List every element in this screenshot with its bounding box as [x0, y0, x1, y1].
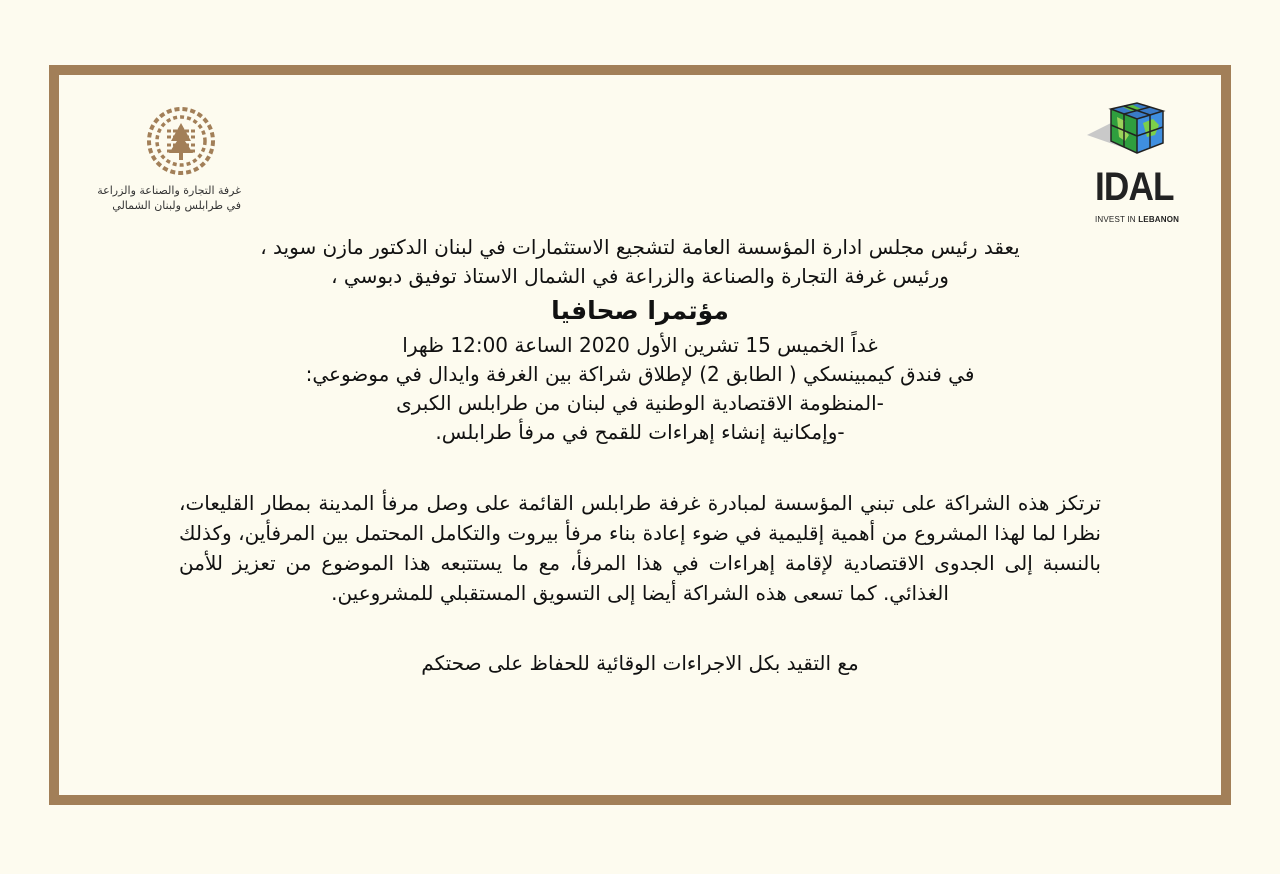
- idal-tagline-prefix: INVEST IN: [1095, 215, 1139, 224]
- description-paragraph: ترتكز هذه الشراكة على تبني المؤسسة لمبادرة غرفة طرابلس القائمة على وصل مرفأ المدينة بمطار القليعات، نظرا لما لهذا المشروع من أهمية إقليمية في ضوء إعادة بناء مرفأ بيروت والتكامل المحتمل بين المرفأين، وكذلك بالنسبة إلى الجدوى الاقتصادية لإقامة إهراءات في هذا المرفأ، مع ما يستتبعه هذا الموضوع من تعزيز للأمن الغذائي. كما تسعى هذه الشراكة أيضا إلى التسويق المستقبلي للمشروعين.: [179, 491, 1101, 605]
- topic-1: -المنظومة الاقتصادية الوطنية في لبنان من طرابلس الكبرى: [396, 391, 884, 415]
- date-line: غداً الخميس 15 تشرين الأول 2020 الساعة 12:00 ظهرا: [402, 333, 878, 357]
- chamber-name-line-1: غرفة التجارة والصناعة والزراعة: [97, 184, 241, 197]
- intro-line-2: ورئيس غرفة التجارة والصناعة والزراعة في الشمال الاستاذ توفيق دبوسي ،: [331, 264, 949, 288]
- invitation-frame: [49, 65, 1231, 805]
- intro-line-1: يعقد رئيس مجلس ادارة المؤسسة العامة لتشجيع الاستثمارات في لبنان الدكتور مازن سويد ،: [260, 235, 1020, 259]
- chamber-name-line-2: في طرابلس ولبنان الشمالي: [112, 199, 241, 212]
- idal-tagline-country: LEBANON: [1138, 215, 1180, 224]
- idal-wordmark: IDAL: [1095, 165, 1174, 209]
- chamber-logo: [97, 105, 241, 213]
- cedar-seal-icon: [145, 105, 217, 177]
- globe-cube-icon: [1087, 95, 1197, 167]
- closing-line: مع التقيد بكل الاجراءات الوقائية للحفاظ على صحتكم: [421, 651, 859, 675]
- announcement-title: مؤتمرا صحافيا: [551, 296, 729, 325]
- venue-line: في فندق كيمبينسكي ( الطابق 2) لإطلاق شراكة بين الغرفة وايدال في موضوعي:: [305, 362, 975, 386]
- idal-tagline: [1095, 215, 1179, 224]
- idal-logo: [1087, 95, 1207, 235]
- topic-2: -وإمكانية إنشاء إهراءات للقمح في مرفأ طرابلس.: [435, 420, 845, 444]
- announcement-body: [119, 233, 1161, 678]
